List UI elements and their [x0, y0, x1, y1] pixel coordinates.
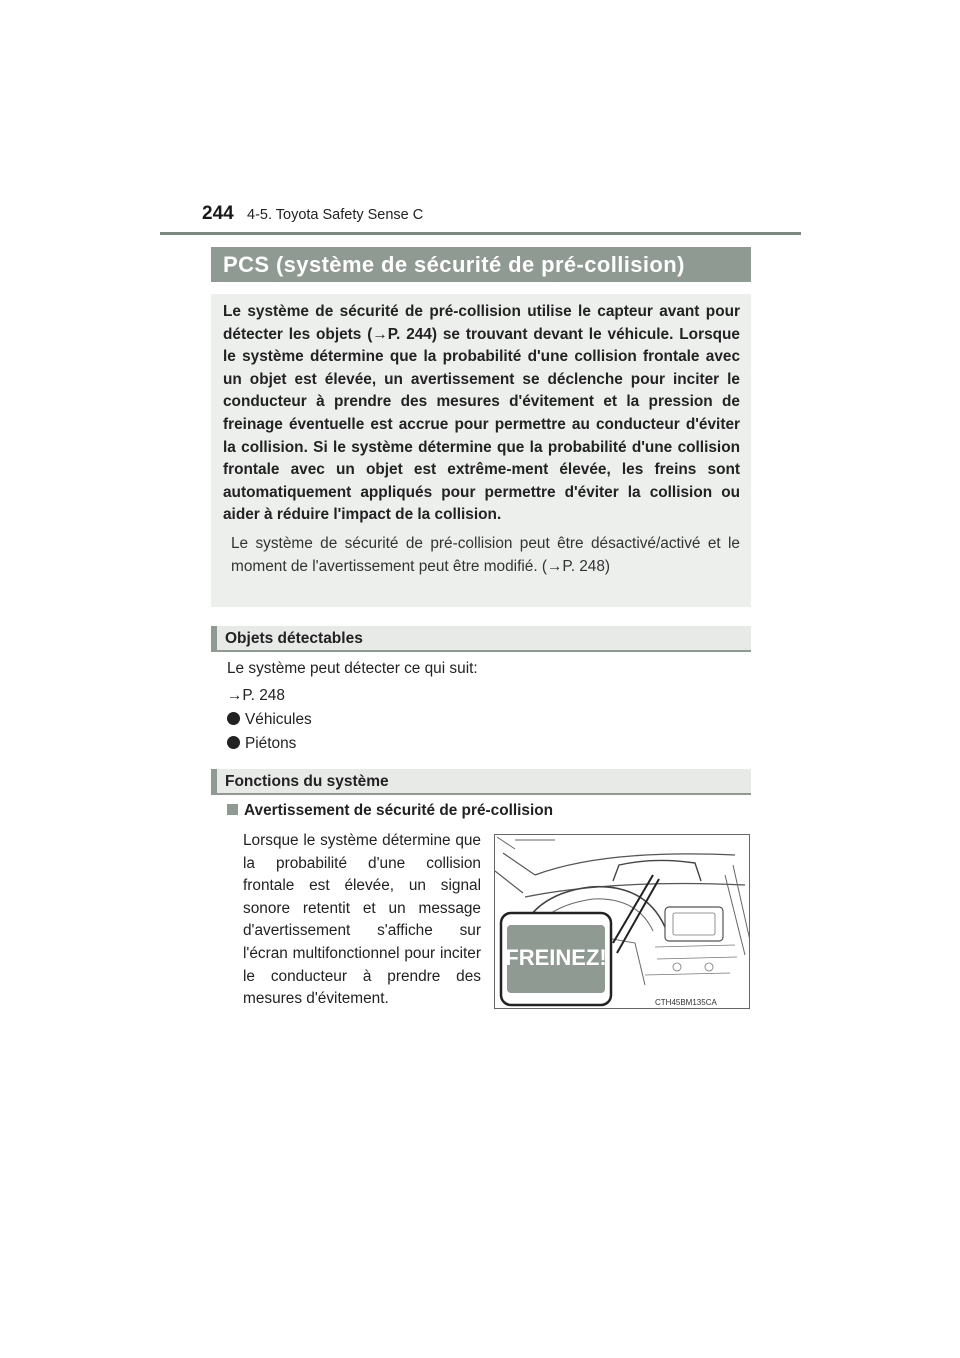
page-title: PCS (système de sécurité de pré-collision) — [211, 247, 751, 282]
list-item-label: Véhicules — [245, 711, 312, 728]
section-breadcrumb: 4-5. Toyota Safety Sense C — [247, 207, 424, 223]
figure-code: CTH45BM135CA — [655, 998, 717, 1007]
bullet-icon — [227, 736, 240, 749]
heading-detectable-objects: Objets détectables — [211, 626, 751, 652]
warning-description: Lorsque le système détermine que la probabilité d'une collision frontale est élevée, un signal sonore retentit et un message d'avertissement s'affiche sur l'écran multifonctionnel pour inciter le conducteur à prendre des mesures d'évitement. — [243, 832, 481, 1008]
detectable-page-ref: →P. 248 — [227, 687, 285, 704]
subheading-warning — [227, 802, 553, 820]
square-bullet-icon — [227, 804, 238, 815]
heading-system-functions: Fonctions du système — [211, 769, 751, 795]
list-item — [227, 735, 296, 753]
display-message: FREINEZ! — [505, 945, 607, 970]
list-item — [227, 711, 312, 729]
intro-note: Le système de sécurité de pré-collision peut être désactivé/activé et le moment de l'avertissement peut être modifié. (→P. 248) — [231, 534, 740, 575]
dashboard-drawing — [495, 835, 750, 1009]
intro-paragraph: Le système de sécurité de pré-collision utilise le capteur avant pour détecter les objets (→P. 244) se trouvant devant le véhicule. Lorsque le système détermine que la probabilité d'une collision frontale avec un objet est élevée, un avertissement se déclenche pour inciter le conducteur à prendre des mesures d'évitement et la pression de freinage éventuelle est accrue pour permettre au conducteur d'éviter la collision. Si le système détermine que la probabilité d'une collision frontale avec un objet est extrême-ment élevée, les freins sont automatiquement appliqués pour permettre d'éviter la collision ou aider à réduire l'impact de la collision. — [223, 303, 740, 524]
detectable-lead: Le système peut détecter ce qui suit: — [227, 660, 478, 677]
page-number: 244 — [202, 203, 234, 224]
list-item-label: Piétons — [245, 735, 297, 752]
bullet-icon — [227, 712, 240, 725]
header-rule — [160, 232, 801, 235]
subheading-label: Avertissement de sécurité de pré-collision — [244, 802, 554, 819]
intro-box — [211, 294, 751, 607]
dashboard-illustration — [494, 834, 750, 1009]
